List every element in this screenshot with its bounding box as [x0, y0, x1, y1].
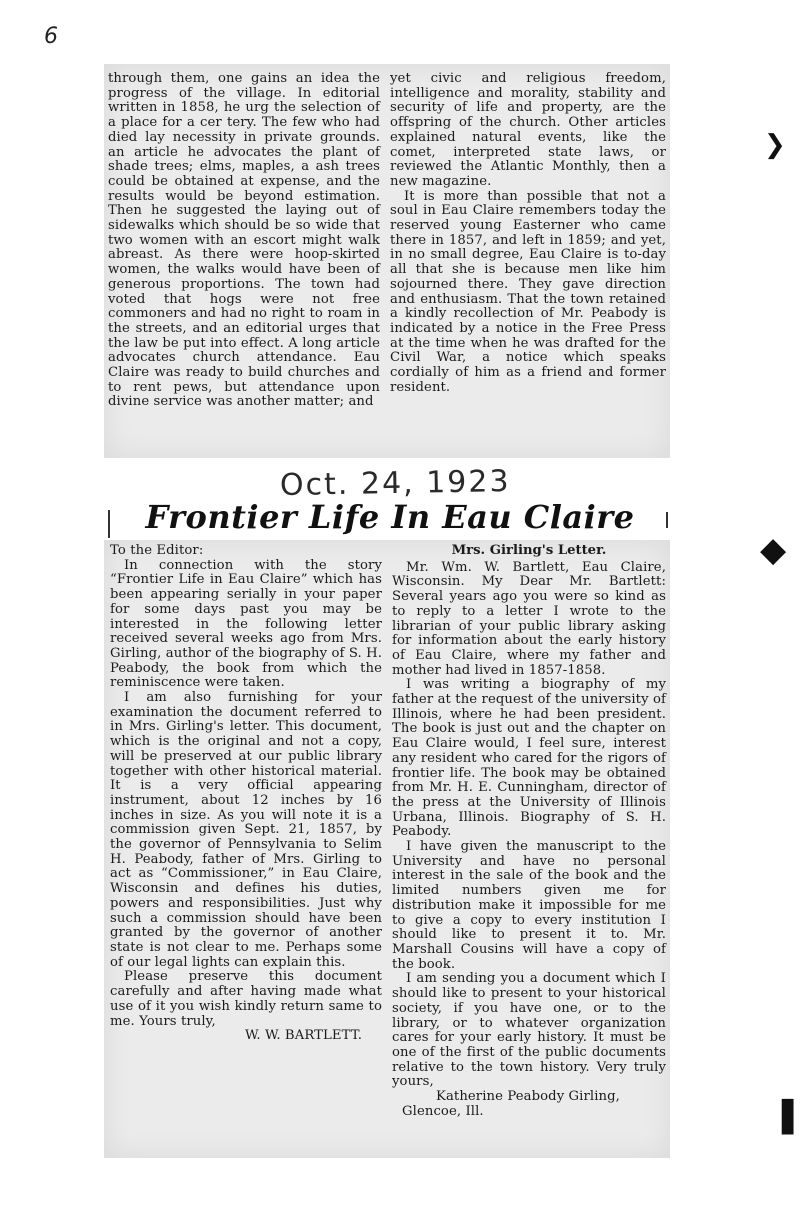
top-right-paragraph-2: It is more than possible that not a soul in Eau Claire remembers today the reserved young Easterner who came there in 1857, and left in 1859; and yet, in no small degree, Eau Claire is to-day all that she is because men like him sojourned there. They gave direction and enthusiasm. That the town retained a kindly recollection of Mr. Peabody is indicated by a notice in the Free Press at the time when he was drafted for the Civil War, a notice which speaks cordially of him as a friend and former resident. — [390, 188, 666, 395]
page-number: 6 — [44, 24, 58, 49]
salutation: To the Editor: — [110, 543, 204, 558]
handwritten-date: Oct. 24, 1923 — [279, 463, 511, 504]
letter-left-column — [110, 544, 382, 1044]
bartlett-signature: W. W. BARTLETT. — [245, 1028, 362, 1044]
top-left-column — [108, 72, 380, 410]
top-right-column — [390, 72, 666, 395]
left-paragraph-1: In connection with the story “Frontier Life in Eau Claire” which has been appearing serially in your paper for some days past you may be interested in the following letter received several weeks ago from Mrs. Girling, author of the biography of S. H. Peabody, the book from which the reminiscence were taken. — [110, 557, 382, 691]
left-paragraph-3: Please preserve this document carefully and after having made what use of it you wish kindly return same to me. Yours truly, — [110, 969, 382, 1029]
left-paragraph-2: I am also furnishing for your examination the document referred to in Mrs. Girling's letter. This document, which is the original and not a copy, will be preserved at our public library together with other historical material. It is a very official appearing instrument, about 12 inches by 16 inches in size. As you will note it is a commission given Sept. 21, 1857, by the governor of Pennsylvania to Selim H. Peabody, father of Mrs. Girling to act as “Commissioner,” in Eau Claire, Wisconsin and defines his duties, powers and responsibilities. Just why such a commission should have been granted by the governor of another state is not clear to me. Perhaps some of our legal lights can explain this. — [110, 690, 382, 970]
right-paragraph-1: Mr. Wm. W. Bartlett, Eau Claire, Wisconsin. My Dear Mr. Bartlett: Several years ago you were so kind as to reply to a letter I wrote to the librarian of your public library asking for information about the early history of Eau Claire, where my father and mother had lived in 1857-1858. — [392, 559, 666, 678]
letter-heading: Mrs. Girling's Letter. — [451, 543, 607, 558]
girling-signature-name: Katherine Peabody Girling, — [436, 1089, 620, 1105]
right-paragraph-3: I have given the manuscript to the University and have no personal interest in the sale of the book and the limited numbers given me for distribution make it impossible for me to give a copy to every institution I should like to present it to. Mr. Marshall Cousins will have a copy of the book. — [392, 839, 666, 972]
top-right-paragraph-1: yet civic and religious freedom, intelligence and morality, stability and security of life and property, are the offspring of the church. Other articles explained natural events, like the comet, interpreted state laws, or reviewed the Atlantic Monthly, then a new magazine. — [390, 71, 666, 189]
right-paragraph-2: I was writing a biography of my father at the request of the university of Illinois, where he had been president. The book is just out and the chapter on Eau Claire would, I feel sure, interest any resident who cared for the rigors of frontier life. The book may be obtained from Mr. H. E. Cunningham, director of the press at the University of Illinois Urbana, Illinois. Biography of S. H. Peabody. — [392, 677, 666, 840]
article-headline: Frontier Life In Eau Claire — [145, 498, 635, 536]
top-left-paragraph: through them, one gains an idea the progress of the village. In editorial written in 1858, he urg the selection of a place for a cer tery. The few who had died lay necessity in private grounds. an article he advocates the plant of shade trees; elms, maples, a ash trees could be obtained at expense, and the results would be beyond estimation. Then he suggested the laying out of sidewalks which should be so wide that two women with an escort might walk abreast. As there were hoop-skirted women, the walks would have been of generous proportions. The town had voted that hogs were not free commoners and had no right to roam in the streets, and an editorial urges that the law be put into effect. A long article advocates church attendance. Eau Claire was ready to build churches and to rent pews, but attendance upon divine service was another matter; and — [108, 71, 380, 410]
margin-mark-top: ❯ — [764, 130, 786, 160]
letter-right-column — [392, 544, 666, 1119]
margin-mark-middle: ◆ — [760, 530, 787, 570]
girling-signature-place: Glencoe, Ill. — [402, 1103, 484, 1119]
right-paragraph-4: I am sending you a document which I should like to present to your historical society, if you have one, or to the library, or to whatever organization cares for your early history. It must be one of the first of the public documents relative to the town history. Very truly yours, — [392, 971, 666, 1090]
margin-mark-bottom: ▌ — [782, 1100, 805, 1135]
